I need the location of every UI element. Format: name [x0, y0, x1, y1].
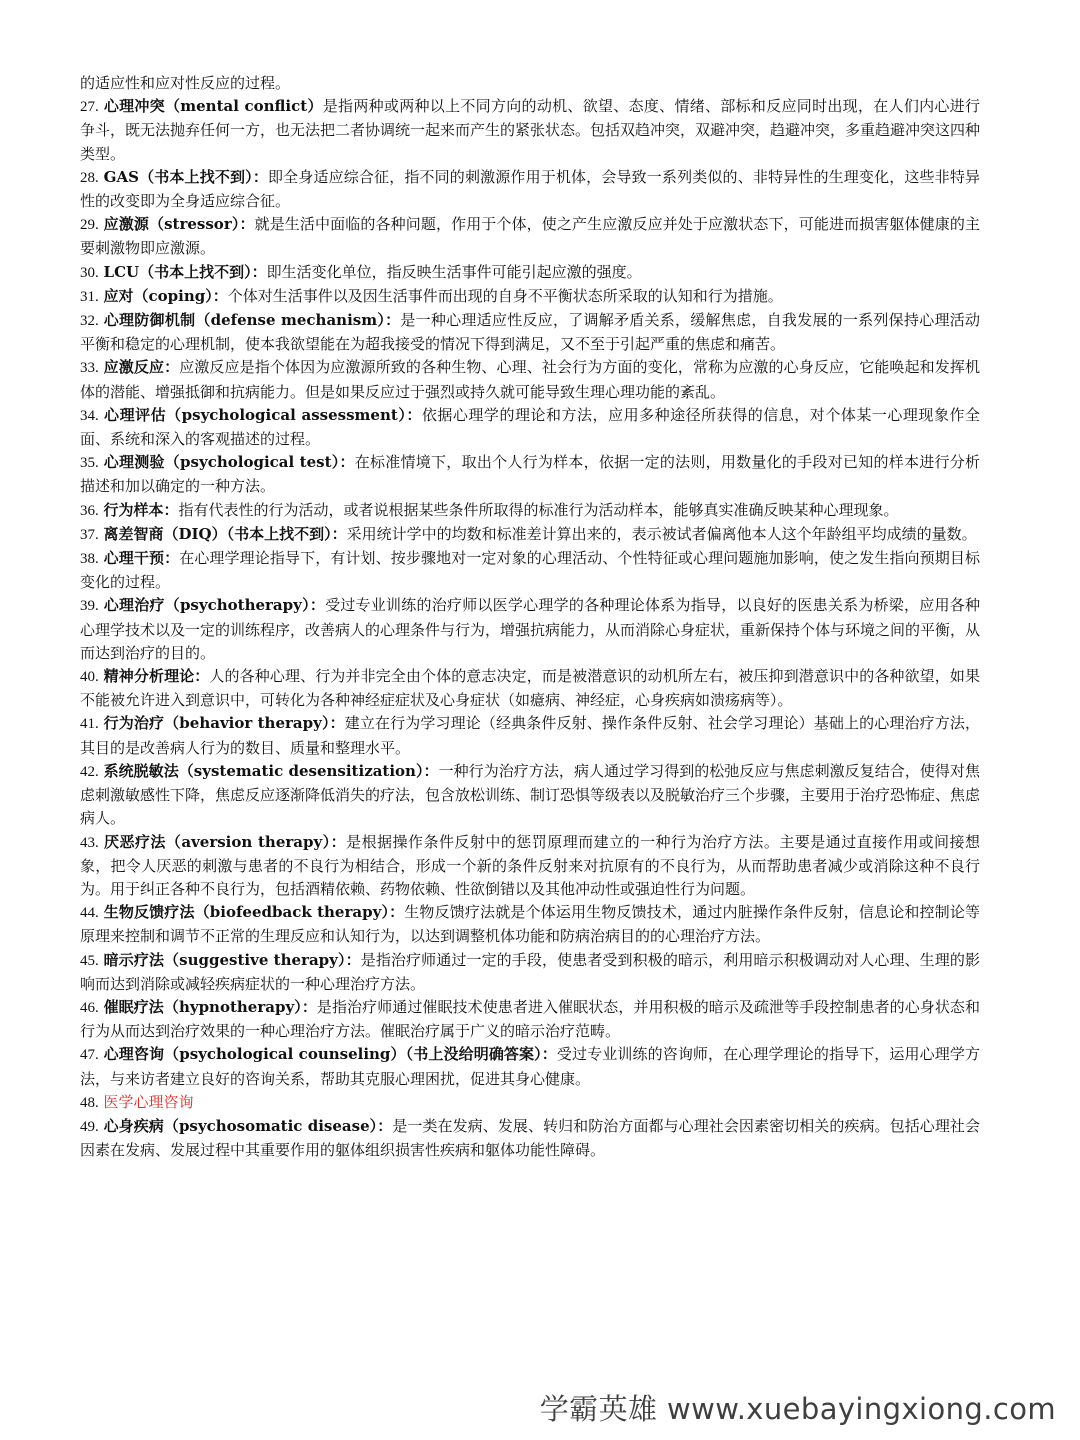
- entry-number: 27.: [80, 99, 99, 116]
- definition-entry: [80, 499, 980, 523]
- entry-definition: 个体对生活事件以及因生活事件而出现的自身不平衡状态所采取的认知和行为措施。: [227, 286, 783, 305]
- entry-number: 37.: [80, 526, 99, 543]
- entry-term: 心理测验（psychological test）：: [103, 453, 355, 472]
- entry-definition: 受过专业训练的治疗师以医学心理学的各种理论体系为指导，以良好的医患关系为桥梁，应用各种心理学技术以及一定的训练程序，改善病人的心理条件与行为，增强抗病能力，从而消除心身症状，重新保持个体与环境之间的平衡，从而达到治疗的目的。: [80, 596, 981, 662]
- site-watermark: 学霸英雄 www.xuebayingxiong.com: [539, 1392, 1056, 1426]
- definition-entry: [80, 665, 980, 712]
- definition-entry: [80, 901, 980, 948]
- definition-entry: [80, 166, 980, 213]
- entry-term: 厌恶疗法（aversion therapy）：: [104, 832, 347, 851]
- entry-term: 催眠疗法（hypnotherapy）：: [103, 997, 317, 1016]
- definition-entry: [80, 404, 980, 451]
- entry-number: 38.: [80, 551, 99, 568]
- entry-term: 行为治疗（behavior therapy）：: [103, 714, 345, 733]
- definition-entry: [80, 356, 980, 403]
- entry-number: 41.: [80, 716, 99, 733]
- entry-definition: 建立在行为学习理论（经典条件反射、操作条件反射、社会学习理论）基础上的心理治疗方法，其目的是改善病人行为的数目、质量和整理水平。: [80, 714, 980, 757]
- entry-term: 心理干预：: [103, 549, 180, 568]
- entry-term: 应激源（stressor）：: [103, 215, 255, 234]
- definition-entry: [80, 831, 980, 902]
- entry-number: 33.: [80, 360, 99, 377]
- entry-number: 28.: [80, 169, 99, 186]
- entry-definition: 是一种心理适应性反应，了调解矛盾关系，缓解焦虑，自我发展的一系列保持心理活动平衡和稳定的心理机制，使本我欲望能在为超我接受的情况下得到满足，又不至于引起严重的焦虑和痛苦。: [80, 311, 980, 354]
- entry-term: 系统脱敏法（systematic desensitization）：: [103, 761, 439, 780]
- entry-definition: 采用统计学中的均数和标准差计算出来的，表示被试者偏离他本人这个年龄组平均成绩的量数。: [346, 524, 977, 543]
- entry-number: 31.: [80, 288, 99, 305]
- entry-term: 心理治疗（psychotherapy）：: [103, 596, 326, 615]
- entry-definition: 应激反应是指个体因为应激源所致的各种生物、心理、社会行为方面的变化，常称为应激的心身反应，它能唤起和发挥机体的潜能、增强抵御和抗病能力。但是如果反应过于强烈或持久就可能导致生理心理功能的紊乱。: [80, 358, 980, 401]
- entry-number: 49.: [80, 1118, 99, 1135]
- entry-definition: 一种行为治疗方法，病人通过学习得到的松弛反应与焦虑刺激反复结合，使得对焦虑刺激敏感性下降，焦虑反应逐渐降低消失的疗法，包含放松训练、制订恐惧等级表以及脱敏治疗三个步骤，主要用于治疗恐怖症、焦虑病人。: [80, 761, 981, 828]
- definition-entry: [80, 594, 980, 665]
- entry-term: 行为样本：: [103, 500, 179, 519]
- entries: [80, 95, 980, 1162]
- entry-definition: 即生活变化单位，指反映生活事件可能引起应激的强度。: [266, 262, 642, 281]
- definition-entry: [80, 760, 980, 831]
- entry-number: 36.: [80, 502, 99, 519]
- entry-definition: 依据心理学的理论和方法，应用多种途径所获得的信息，对个体某一心理现象作全面、系统和深入的客观描述的过程。: [80, 405, 980, 449]
- definition-entry: [80, 949, 980, 996]
- entry-term: 心理咨询（psychological counseling）（书上没给明确答案）：: [103, 1045, 557, 1064]
- definition-entry: [80, 309, 980, 356]
- entry-definition: 就是生活中面临的各种问题，作用于个体，使之产生应激反应并处于应激状态下，可能进而损害躯体健康的主要刺激物即应激源。: [80, 215, 980, 258]
- entry-number: 48.: [80, 1094, 99, 1111]
- entry-number: 42.: [80, 763, 99, 780]
- lead-text: 的适应性和应对性反应的过程。: [80, 74, 291, 92]
- entry-term: 心理防御机制（defense mechanism）：: [103, 311, 401, 330]
- entry-term: 心理评估（psychological assessment）：: [104, 405, 422, 424]
- entry-term: 心理冲突（mental conflict）: [103, 97, 323, 116]
- entry-term: GAS（书本上找不到）：: [103, 167, 268, 186]
- definition-entry: [80, 523, 980, 547]
- definition-entry: [80, 996, 980, 1043]
- entry-term: LCU（书本上找不到）：: [103, 262, 267, 281]
- definition-list: [80, 72, 980, 1162]
- entry-number: 46.: [80, 999, 99, 1016]
- entry-definition: 是一类在发病、发展、转归和防治方面都与心理社会因素密切相关的疾病。包括心理社会因素在发病、发展过程中其重要作用的躯体组织损害性疾病和躯体功能性障碍。: [80, 1116, 980, 1160]
- entry-number: 30.: [80, 264, 99, 281]
- definition-entry: [80, 547, 980, 594]
- entry-number: 39.: [80, 598, 99, 615]
- entry-definition: 是指两种或两种以上不同方向的动机、欲望、态度、情绪、部标和反应同时出现，在人们内心进行争斗，既无法抛弃任何一方，也无法把二者协调统一起来而产生的紧张状态。包括双趋冲突，双避冲突，趋避冲突，多重趋避冲突这四种类型。: [80, 97, 981, 163]
- entry-number: 45.: [80, 952, 99, 969]
- entry-term: 应激反应：: [103, 358, 180, 377]
- entry-definition: 生物反馈疗法就是个体运用生物反馈技术，通过内脏操作条件反射，信息论和控制论等原理来控制和调节不正常的生理反应和认知行为，以达到调整机体功能和防病治病目的的心理治疗方法。: [80, 903, 980, 946]
- definition-entry: [80, 95, 980, 166]
- entry-term: 生物反馈疗法（biofeedback therapy）：: [103, 903, 405, 922]
- entry-definition: 是指治疗师通过一定的手段，使患者受到积极的暗示，利用暗示积极调动对人心理、生理的影响而达到消除或减轻疾病症状的一种心理治疗方法。: [80, 950, 980, 993]
- definition-entry: [80, 1043, 980, 1090]
- entry-term: 应对（coping）：: [103, 286, 228, 305]
- entry-number: 40.: [80, 669, 99, 686]
- entry-definition: 人的各种心理、行为并非完全由个体的意志决定，而是被潜意识的动机所左右，被压抑到潜意识中的各种欲望，如果不能被允许进入到意识中，可转化为各种神经症症状及心身症状（如癔病、神经症，心身疾病如溃疡病等）。: [80, 667, 980, 710]
- entry-number: 47.: [80, 1047, 99, 1064]
- definition-entry: [80, 1091, 980, 1115]
- entry-number: 32.: [80, 313, 99, 330]
- definition-entry: [80, 213, 980, 260]
- entry-number: 34.: [80, 407, 99, 424]
- entry-highlight-text: 医学心理咨询: [103, 1092, 194, 1111]
- definition-entry: [80, 712, 980, 759]
- entry-definition: 在标准情境下，取出个人行为样本，依据一定的法则，用数量化的手段对已知的样本进行分析描述和加以确定的一种方法。: [80, 453, 980, 496]
- entry-term: 精神分析理论：: [103, 667, 210, 686]
- definition-entry: [80, 1115, 980, 1162]
- entry-term: 离差智商（DIQ）（书本上找不到）：: [103, 524, 347, 543]
- definition-entry: [80, 451, 980, 498]
- entry-definition: 在心理学理论指导下，有计划、按步骤地对一定对象的心理活动、个性特征或心理问题施加影响，使之发生指向预期目标变化的过程。: [80, 549, 980, 592]
- entry-definition: 指有代表性的行为活动，或者说根据某些条件所取得的标准行为活动样本，能够真实准确反映某种心理现象。: [178, 500, 899, 519]
- entry-term: 心身疾病（psychosomatic disease）：: [103, 1116, 393, 1135]
- definition-entry: [80, 261, 980, 285]
- entry-definition: 是根据操作条件反射中的惩罚原理而建立的一种行为治疗方法。主要是通过直接作用或间接想象，把令人厌恶的刺激与患者的不良行为相结合，形成一个新的条件反射来对抗原有的不良行为，从而帮助患者减少或消除这种不良行为。用于纠正各种不良行为，包括酒精依赖、药物依赖、性欲倒错以及其他冲动性或强迫性行为问题。: [80, 832, 980, 898]
- entry-number: 29.: [80, 217, 99, 234]
- entry-definition: 即全身适应综合征，指不同的刺激源作用于机体，会导致一系列类似的、非特异性的生理变化，这些非特异性的改变即为全身适应综合征。: [80, 167, 980, 211]
- entry-definition: 是指治疗师通过催眠技术使患者进入催眠状态，并用积极的暗示及疏泄等手段控制患者的心身状态和行为从而达到治疗效果的一种心理治疗方法。催眠治疗属于广义的暗示治疗范畴。: [80, 997, 980, 1041]
- entry-number: 43.: [80, 834, 99, 851]
- entry-number: 35.: [80, 455, 99, 472]
- entry-number: 44.: [80, 905, 99, 922]
- entry-definition: 受过专业训练的咨询师，在心理学理论的指导下，运用心理学方法，与来访者建立良好的咨询关系，帮助其克服心理困扰，促进其身心健康。: [80, 1045, 980, 1088]
- entry-term: 暗示疗法（suggestive therapy）：: [103, 950, 361, 969]
- definition-entry: [80, 285, 980, 309]
